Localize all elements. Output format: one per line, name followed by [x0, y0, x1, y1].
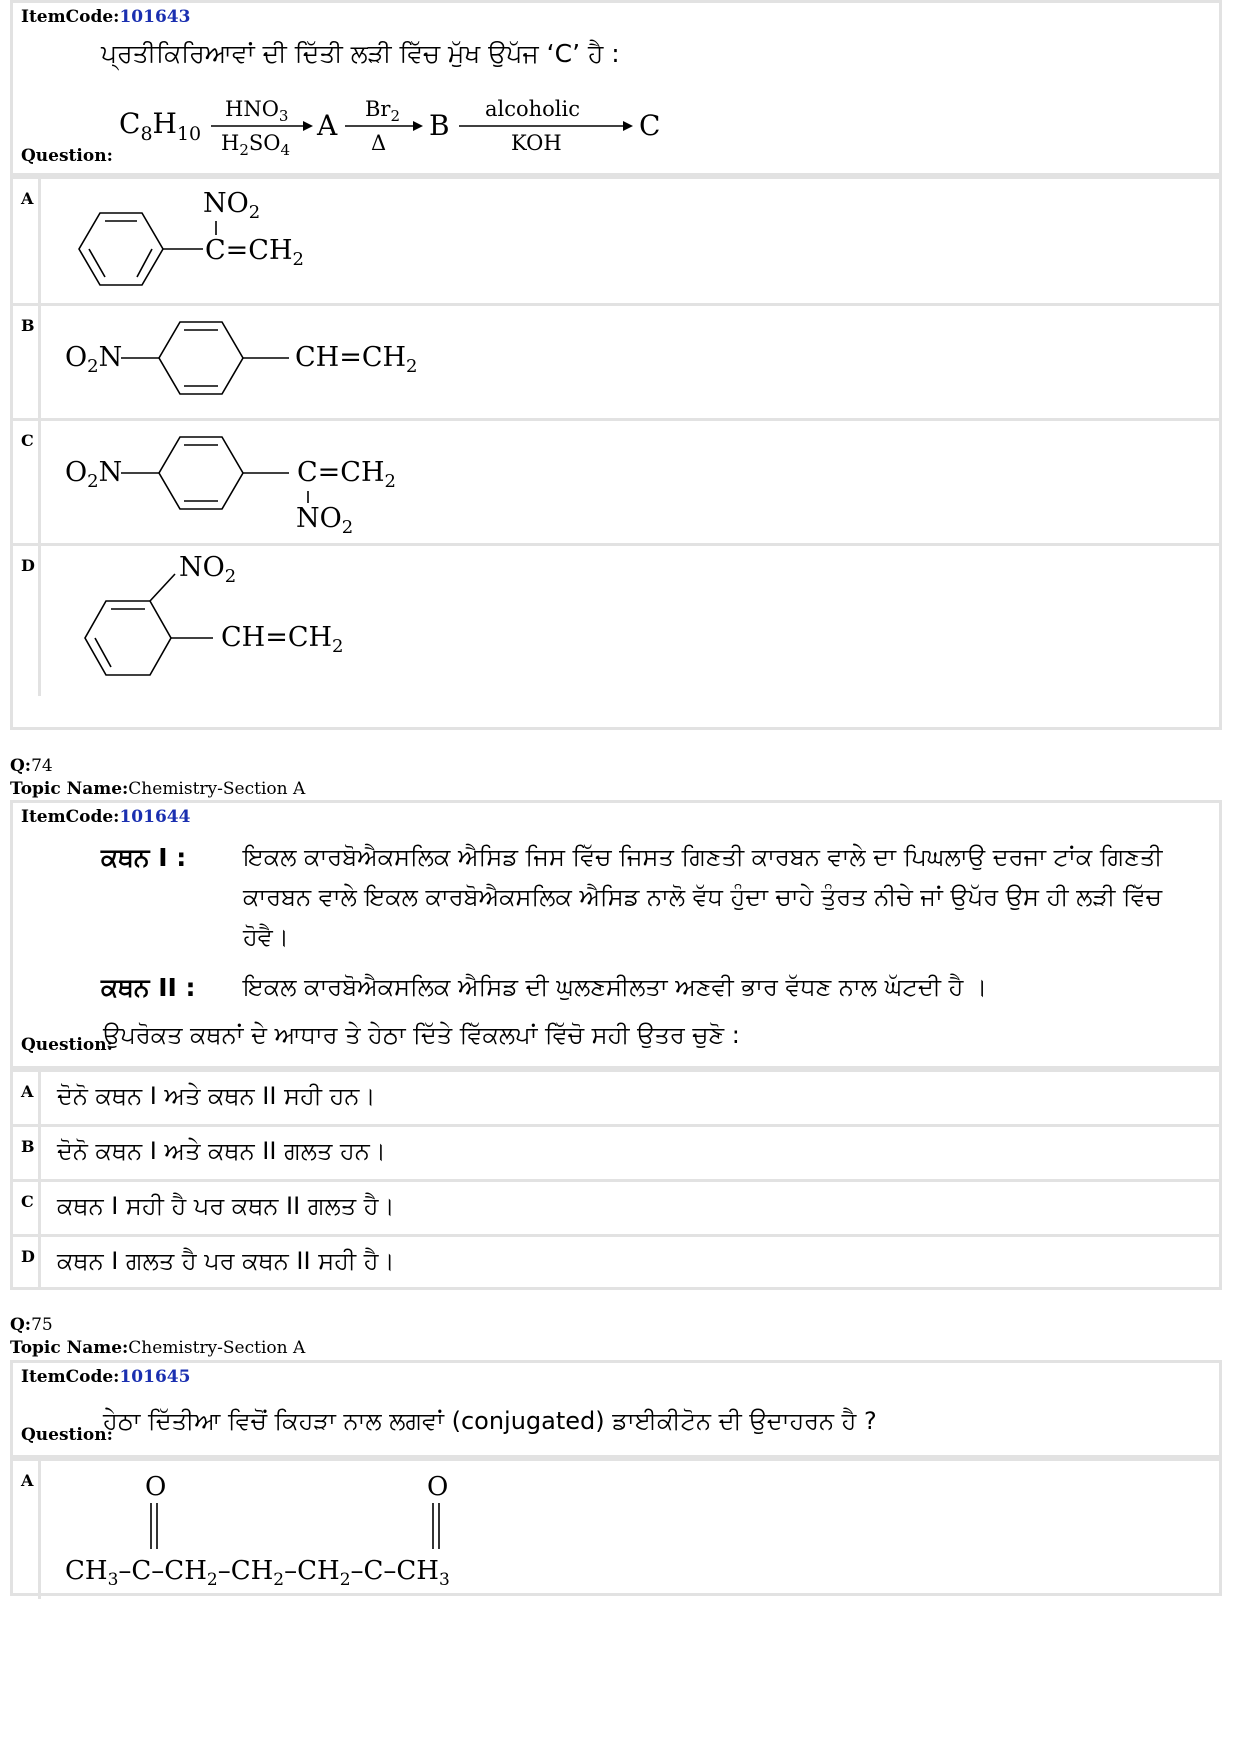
structure-c	[53, 421, 473, 541]
option-text: ਦੋਨੋ ਕਥਨ I ਅਤੇ ਕਥਨ II ਗਲਤ ਹਨ।	[57, 1137, 386, 1165]
structure-a	[53, 179, 353, 299]
option-text: ਦੋਨੋ ਕਥਨ I ਅਤੇ ਕਥਨ II ਸਹੀ ਹਨ।	[57, 1082, 376, 1110]
carbonyl-oxygen-1: O	[145, 1472, 167, 1502]
q74-block	[10, 800, 1222, 1290]
statement-1-line-1: ਇਕਲ ਕਾਰਬੋਐਕਸਲਿਕ ਐਸਿਡ ਜਿਸ ਵਿੱਚ ਜਿਸਤ ਗਿਣਤੀ ਕਾਰਬਨ ਵਾਲੇ ਦਾ ਪਿਘਲਾਉ ਦਰਜਾ ਟਾਂਕ ਗਿਣਤੀ	[243, 843, 1163, 871]
option-label: C	[13, 421, 41, 543]
reagent-1-top: $HNO_3$	[225, 97, 289, 125]
nitro-group: $O_2N$	[65, 342, 123, 377]
q74-option-b[interactable]	[13, 1124, 1219, 1179]
q74-number: Q:74	[10, 756, 53, 776]
q75-number: Q:75	[10, 1315, 53, 1335]
product-c: C	[639, 109, 661, 142]
reagent-1-bottom: $H_2SO_4$	[221, 131, 291, 159]
option-text: ਕਥਨ I ਸਹੀ ਹੈ ਪਰ ਕਥਨ II ਗਲਤ ਹੈ।	[57, 1192, 395, 1220]
structure-q75-a	[53, 1461, 573, 1591]
vinyl-group: $CH=CH_2$	[221, 622, 344, 657]
nitro-group: $NO_2$	[179, 552, 237, 587]
reagent-2-top: $Br_2$	[365, 97, 401, 125]
structure-b	[53, 306, 473, 416]
q75-option-a[interactable]	[13, 1458, 1219, 1599]
q75-question-header	[13, 1363, 1219, 1458]
q74-option-c[interactable]	[13, 1179, 1219, 1234]
q74-option-d[interactable]	[13, 1234, 1219, 1289]
item-code-value: 101643	[119, 7, 191, 27]
item-code-label: ItemCode:	[21, 1367, 120, 1387]
q74-option-a[interactable]	[13, 1069, 1219, 1124]
q73-question-header	[13, 3, 1219, 176]
statement-1-label: ਕਥਨ I :	[101, 843, 187, 872]
statement-1-line-2: ਕਾਰਬਨ ਵਾਲੇ ਇਕਲ ਕਾਰਬੋਐਕਸਲਿਕ ਐਸਿਡ ਨਾਲੋ ਵੱਧ ਹੁੰਦਾ ਚਾਹੇ ਤੁੰਰਤ ਨੀਚੇ ਜਾਂ ਉਪੱਰ ਉਸ ਹੀ ਲੜੀ ਵਿੱਚ	[243, 883, 1162, 911]
q75-item-code	[21, 1367, 190, 1387]
item-code-value: 101644	[119, 807, 191, 827]
q75-question-text: ਹੇਠਾ ਦਿੱਤੀਆ ਵਿਚੋਂ ਕਿਹੜਾ ਨਾਲ ਲਗਵਾਂ (conjugated) ਡਾਈਕੀਟੋਨ ਦੀ ਉਦਾਹਰਨ ਹੈ ?	[103, 1407, 877, 1435]
option-label: B	[13, 306, 41, 418]
reaction-scheme	[103, 93, 723, 168]
q73-option-b[interactable]	[13, 303, 1219, 418]
product-b: B	[429, 109, 450, 142]
q73-option-c[interactable]	[13, 418, 1219, 543]
vinyl-group: $CH=CH_2$	[295, 342, 418, 377]
statement-2-text: ਇਕਲ ਕਾਰਬੋਐਕਸਲਿਕ ਐਸਿਡ ਦੀ ਘੁਲਣਸੀਲਤਾ ਅਣਵੀ ਭਾਰ ਵੱਧਣ ਨਾਲ ਘੱਟਦੀ ਹੈ ।	[243, 973, 988, 1001]
q75-block	[10, 1360, 1222, 1596]
scheme-start: $C_8H_{10}$	[119, 107, 202, 145]
diketone-formula: $CH_3-C-CH_2-CH_2-CH_2-C-CH_3$	[65, 1556, 450, 1590]
vinyl-group: $C=CH_2$	[205, 235, 304, 270]
option-label: B	[13, 1127, 41, 1179]
q73-option-d[interactable]	[13, 543, 1219, 696]
product-a: A	[317, 109, 338, 142]
nitro-group-2: $NO_2$	[296, 503, 354, 538]
question-label: Question:	[21, 1425, 113, 1445]
q74-question-text: ਉਪਰੋਕਤ ਕਥਨਾਂ ਦੇ ਆਧਾਰ ਤੇ ਹੇਠਾ ਦਿੱਤੇ ਵਿੱਕਲਪਾਂ ਵਿੱਚੋ ਸਹੀ ਉਤਰ ਚੁਣੋ :	[103, 1021, 740, 1049]
question-label: Question:	[21, 1035, 113, 1055]
q73-block	[10, 0, 1222, 730]
option-label: A	[13, 1461, 41, 1599]
structure-d	[53, 546, 393, 694]
statement-2-label: ਕਥਨ II :	[101, 973, 196, 1002]
option-label: C	[13, 1182, 41, 1234]
vinyl-group: $C=CH_2$	[297, 457, 396, 492]
option-label: D	[13, 1237, 41, 1289]
option-label: A	[13, 179, 41, 303]
q74-item-code	[21, 807, 190, 827]
q74-topic: Topic Name:Chemistry-Section A	[10, 779, 306, 799]
nitro-group: $NO_2$	[203, 188, 261, 223]
reagent-3-top: alcoholic	[485, 97, 581, 121]
item-code-label: ItemCode:	[21, 7, 120, 27]
option-text: ਕਥਨ I ਗਲਤ ਹੈ ਪਰ ਕਥਨ II ਸਹੀ ਹੈ।	[57, 1247, 395, 1275]
q74-question-header	[13, 803, 1219, 1069]
question-label: Question:	[21, 146, 113, 166]
q75-topic: Topic Name:Chemistry-Section A	[10, 1338, 306, 1358]
option-label: A	[13, 1072, 41, 1124]
carbonyl-oxygen-2: O	[427, 1472, 449, 1502]
item-code-value: 101645	[119, 1367, 191, 1387]
option-label: D	[13, 546, 41, 696]
q73-item-code	[21, 7, 190, 27]
q73-option-a[interactable]	[13, 176, 1219, 303]
statement-1-line-3: ਹੋਵੈ।	[243, 923, 289, 951]
reagent-2-bottom: Δ	[371, 131, 387, 155]
item-code-label: ItemCode:	[21, 807, 120, 827]
nitro-group: $O_2N$	[65, 457, 123, 492]
reagent-3-bottom: KOH	[511, 131, 562, 155]
q73-question-text: ਪ੍ਰਤੀਕਿਰਿਆਵਾਂ ਦੀ ਦਿੱਤੀ ਲੜੀ ਵਿੱਚ ਮੁੱਖ ਉਪੱਜ ‘C’ ਹੈ :	[101, 39, 620, 68]
